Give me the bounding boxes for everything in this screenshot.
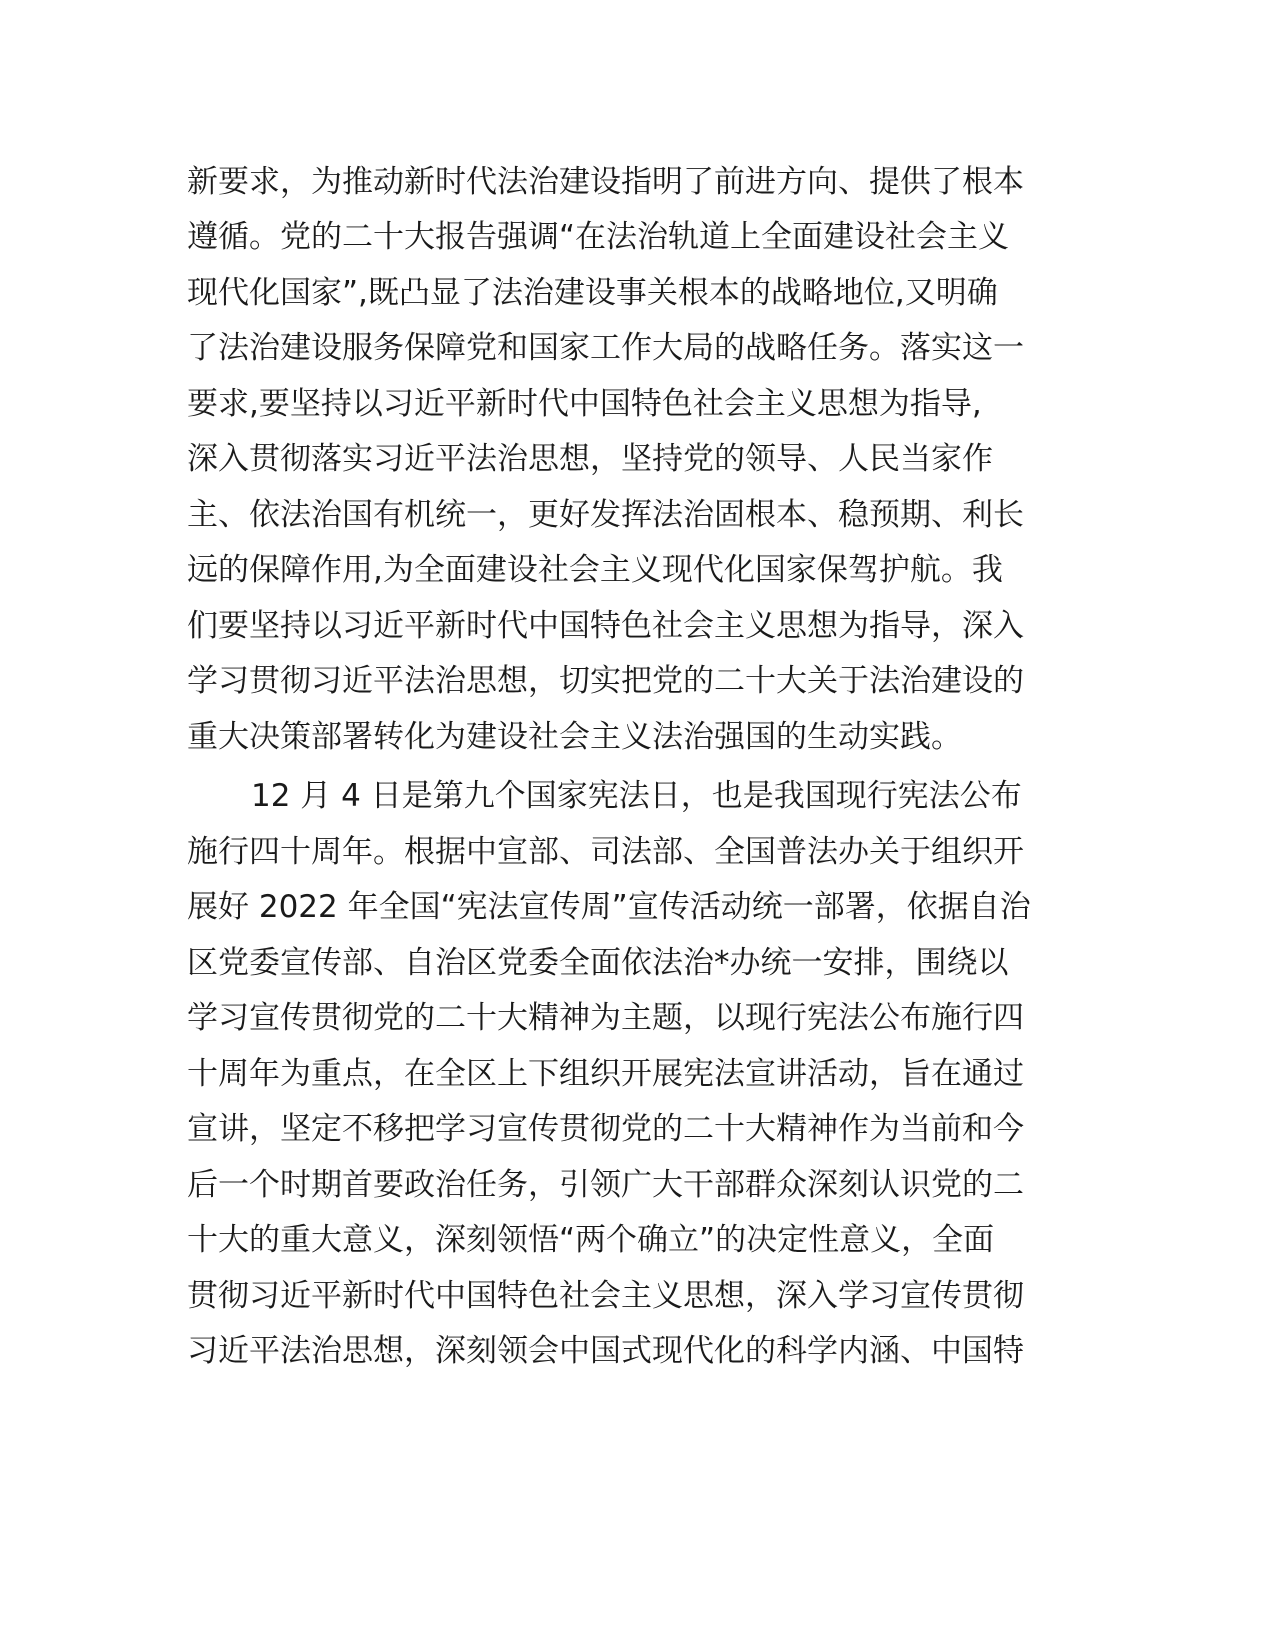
paragraph-2-line: 展好 2022 年全国“宪法宣传周”宣传活动统一部署，依据自治 [187, 889, 1031, 925]
paragraph-1-line: 现代化国家”,既凸显了法治建设事关根本的战略地位,又明确 [187, 275, 998, 311]
paragraph-1-line: 远的保障作用,为全面建设社会主义现代化国家保驾护航。我 [187, 552, 1003, 588]
paragraph-2-line: 后一个时期首要政治任务，引领广大干部群众深刻认识党的二 [187, 1167, 1024, 1203]
paragraph-1-line: 了法治建设服务保障党和国家工作大局的战略任务。落实这一 [187, 330, 1024, 366]
paragraph-2-line: 学习宣传贯彻党的二十大精神为主题，以现行宪法公布施行四 [187, 1000, 1024, 1036]
paragraph-2-line: 贯彻习近平新时代中国特色社会主义思想，深入学习宣传贯彻 [187, 1278, 1024, 1314]
paragraph-2-line: 宣讲，坚定不移把学习宣传贯彻党的二十大精神作为当前和今 [187, 1111, 1024, 1147]
paragraph-1-line: 遵循。党的二十大报告强调“在法治轨道上全面建设社会主义 [187, 219, 1010, 255]
paragraph-1-line: 们要坚持以习近平新时代中国特色社会主义思想为指导，深入 [187, 608, 1024, 644]
paragraph-2-line: 十周年为重点，在全区上下组织开展宪法宣讲活动，旨在通过 [187, 1056, 1024, 1092]
paragraph-1-line: 深入贯彻落实习近平法治思想，坚持党的领导、人民当家作 [187, 441, 993, 477]
paragraph-2-line: 十大的重大意义，深刻领悟“两个确立”的决定性意义，全面 [187, 1222, 995, 1258]
paragraph-2-line: 施行四十周年。根据中宣部、司法部、全国普法办关于组织开 [187, 834, 1024, 870]
paragraph-1-line: 重大决策部署转化为建设社会主义法治强国的生动实践。 [187, 719, 962, 755]
paragraph-1-line: 要求,要坚持以习近平新时代中国特色社会主义思想为指导, [187, 386, 982, 422]
paragraph-1-line: 主、依法治国有机统一，更好发挥法治固根本、稳预期、利长 [187, 497, 1024, 533]
paragraph-1-line: 学习贯彻习近平法治思想，切实把党的二十大关于法治建设的 [187, 663, 1024, 699]
paragraph-2-line: 习近平法治思想，深刻领会中国式现代化的科学内涵、中国特 [187, 1333, 1024, 1369]
paragraph-1-line: 新要求，为推动新时代法治建设指明了前进方向、提供了根本 [187, 164, 1024, 200]
paragraph-2-line: 12 月 4 日是第九个国家宪法日，也是我国现行宪法公布 [251, 778, 1022, 814]
paragraph-2-line: 区党委宣传部、自治区党委全面依法治*办统一安排，围绕以 [187, 945, 1009, 981]
